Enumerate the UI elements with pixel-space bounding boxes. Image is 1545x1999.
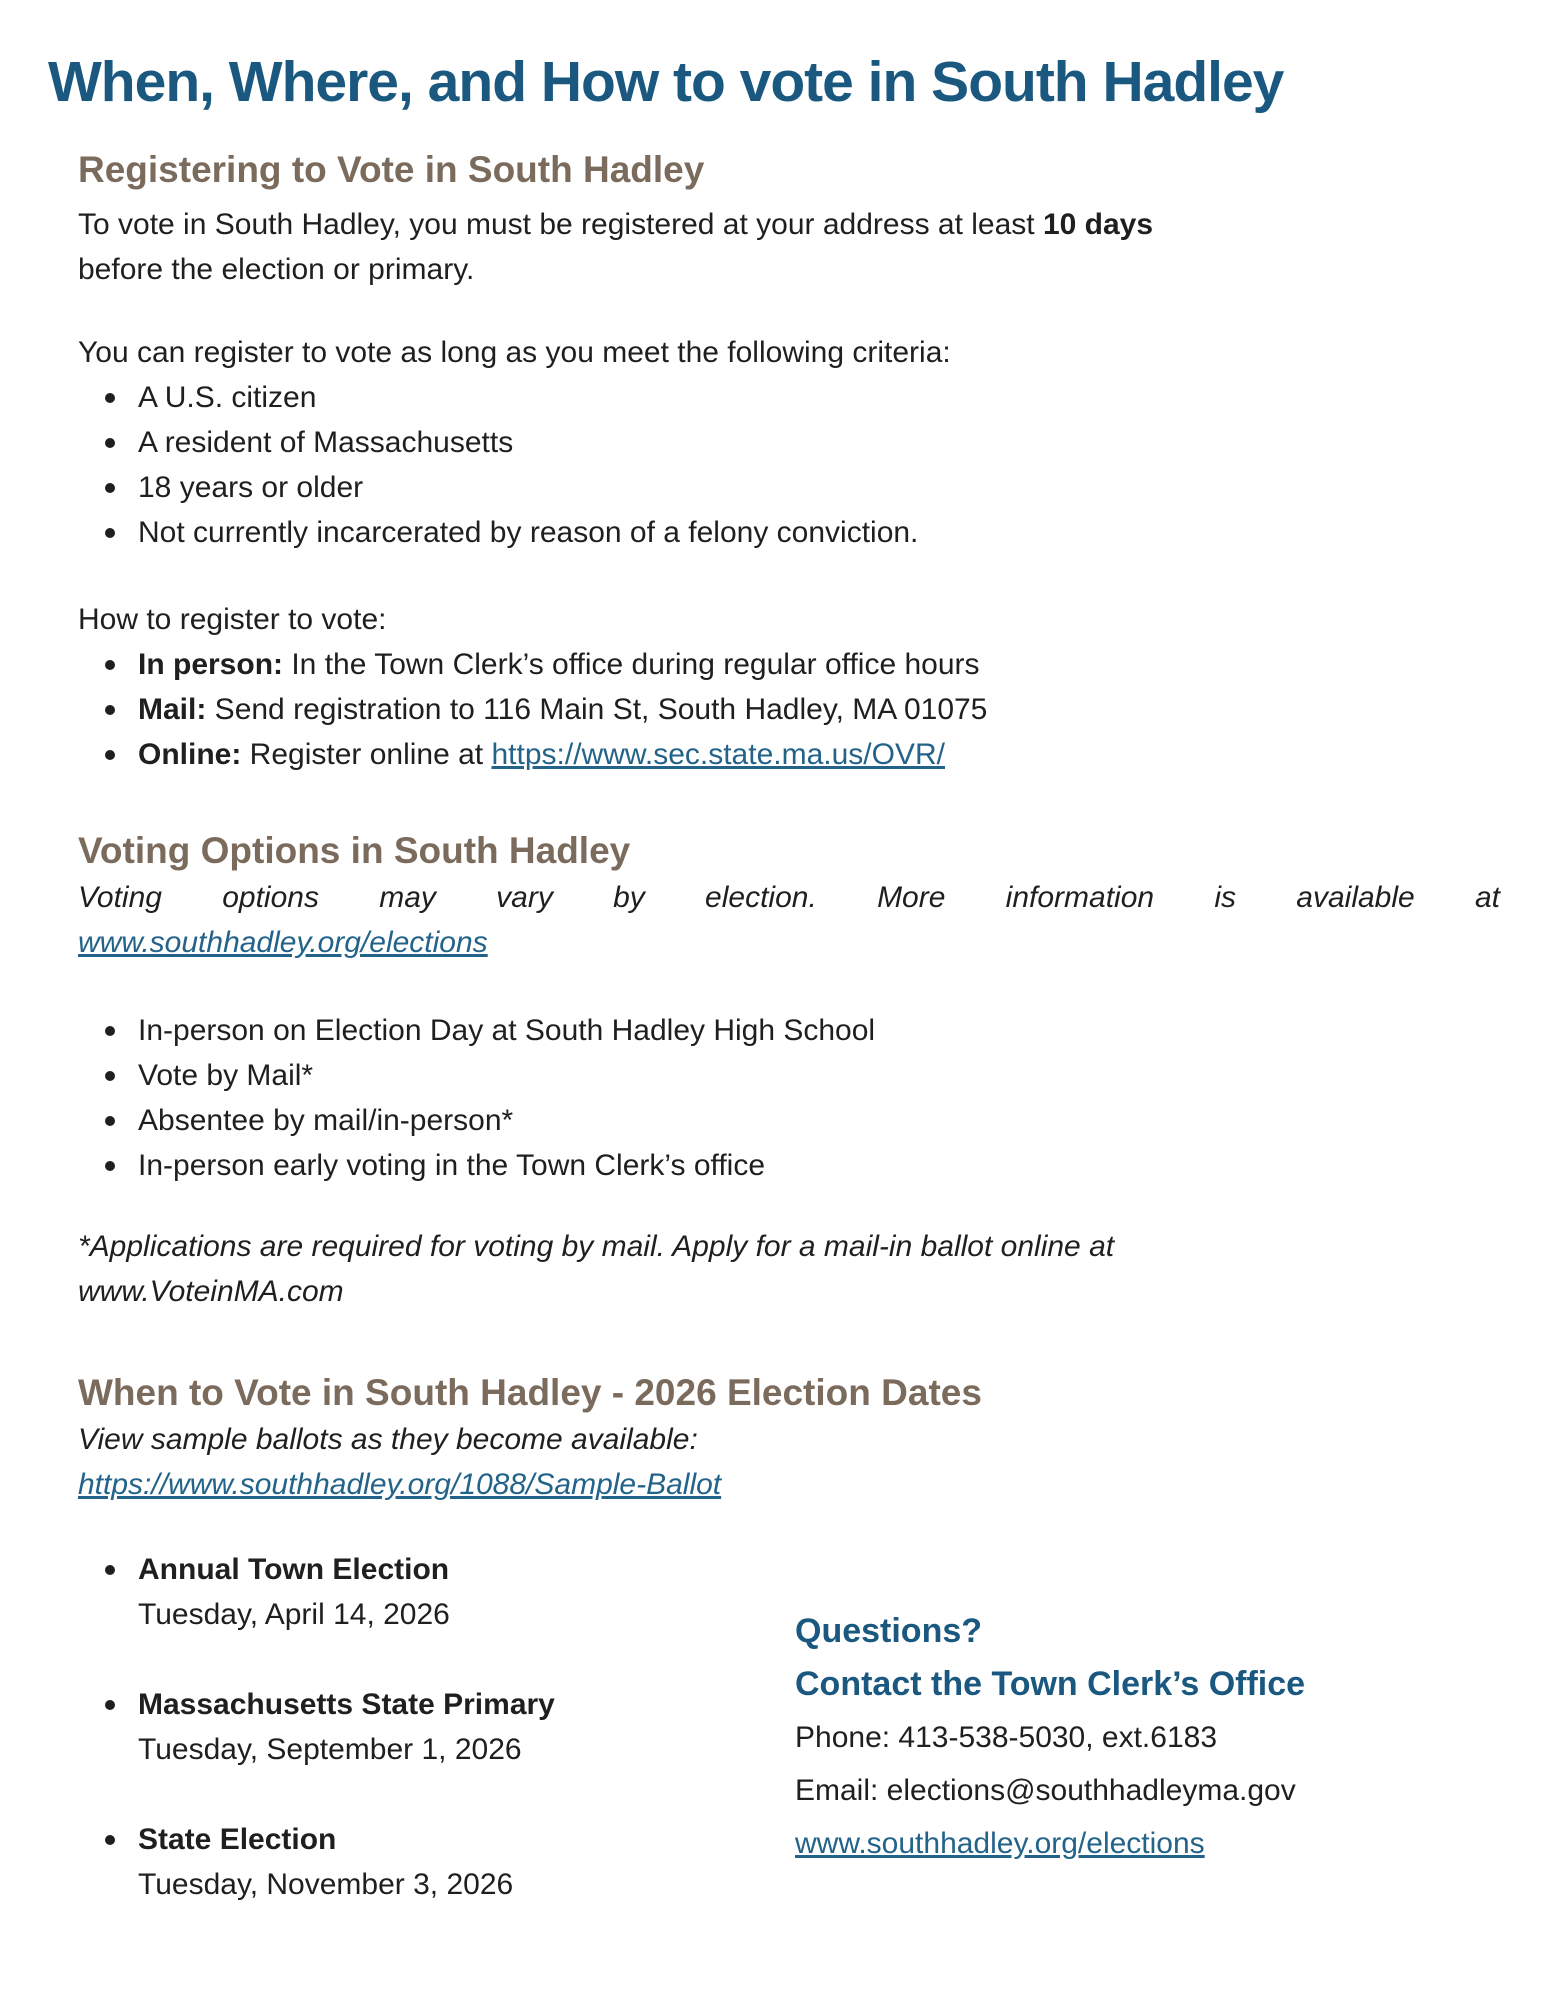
list-item: In-person early voting in the Town Clerk’s office [78,1143,1500,1188]
method-text: Send registration to 116 Main St, South Hadley, MA 01075 [206,693,988,726]
voting-options-link-line [78,920,1500,965]
list-item: Vote by Mail* [78,1053,1500,1098]
list-item [78,1547,718,1637]
contact-elections-link[interactable]: www.southhadley.org/elections [795,1827,1205,1860]
list-item: 18 years or older [78,465,1500,510]
sample-ballots-intro: View sample ballots as they become available: [78,1423,698,1456]
sample-ballot-link-line [78,1462,1500,1507]
election-name: Annual Town Election [138,1553,450,1586]
mail-ballot-note-line1: *Applications are required for voting by mail. Apply for a mail-in ballot online at [78,1230,1115,1263]
method-text: In the Town Clerk’s office during regular office hours [283,648,980,681]
list-item [78,687,1500,732]
mail-ballot-note-line2: www.VoteinMA.com [78,1275,344,1308]
method-label: Mail: [138,693,207,726]
list-item [78,642,1500,687]
method-text: Register online at [241,738,492,771]
list-item: A resident of Massachusetts [78,420,1500,465]
ovr-registration-link[interactable]: https://www.sec.state.ma.us/OVR/ [491,738,945,771]
list-item: Absentee by mail/in-person* [78,1098,1500,1143]
list-item: In-person on Election Day at South Hadley High School [78,1008,1500,1053]
list-item [78,732,1500,777]
method-label: Online: [138,738,242,771]
registering-intro [78,202,1500,292]
registering-intro-bold: 10 days [1042,208,1154,241]
contact-heading-questions: Questions? [795,1612,983,1650]
contact-link-line [795,1817,1305,1870]
bottom-columns [78,1547,1500,1952]
section-heading-when-to-vote: When to Vote in South Hadley - 2026 Election Dates [78,1372,982,1413]
section-heading-voting-options: Voting Options in South Hadley [78,830,631,871]
sample-ballot-link[interactable]: https://www.southhadley.org/1088/Sample-Ballot [78,1468,722,1501]
contact-heading-office: Contact the Town Clerk’s Office [795,1665,1306,1703]
elections-info-link[interactable]: www.southhadley.org/elections [78,926,488,959]
mail-ballot-note [78,1224,1500,1314]
how-to-register-intro: How to register to vote: [78,603,387,636]
election-dates-column [78,1547,718,1952]
method-label: In person: [138,648,284,681]
section-heading-registering: Registering to Vote in South Hadley [78,149,705,190]
contact-column [795,1605,1305,1952]
election-date: Tuesday, April 14, 2026 [138,1598,450,1631]
list-item: A U.S. citizen [78,375,1500,420]
registering-intro-line2: before the election or primary. [78,253,475,286]
election-name: Massachusetts State Primary [138,1688,555,1721]
list-item [78,1682,718,1772]
election-date: Tuesday, September 1, 2026 [138,1733,522,1766]
register-methods-list [78,642,1500,777]
election-name: State Election [138,1823,337,1856]
contact-email: Email: elections@southhadleyma.gov [795,1774,1296,1807]
page-title: When, Where, and How to vote in South Hadley [48,50,1284,114]
criteria-list [78,375,1500,555]
list-item [78,1817,718,1907]
registering-intro-prefix: To vote in South Hadley, you must be registered at your address at least [78,208,1043,241]
criteria-intro: You can register to vote as long as you meet the following criteria: [78,336,951,369]
election-dates-list [78,1547,718,1907]
voting-options-list [78,1008,1500,1188]
contact-phone: Phone: 413-538-5030, ext.6183 [795,1721,1218,1754]
list-item: Not currently incarcerated by reason of a felony conviction. [78,510,1500,555]
voting-options-note: Voting options may vary by election. More information is available at [78,881,1500,914]
election-date: Tuesday, November 3, 2026 [138,1868,514,1901]
